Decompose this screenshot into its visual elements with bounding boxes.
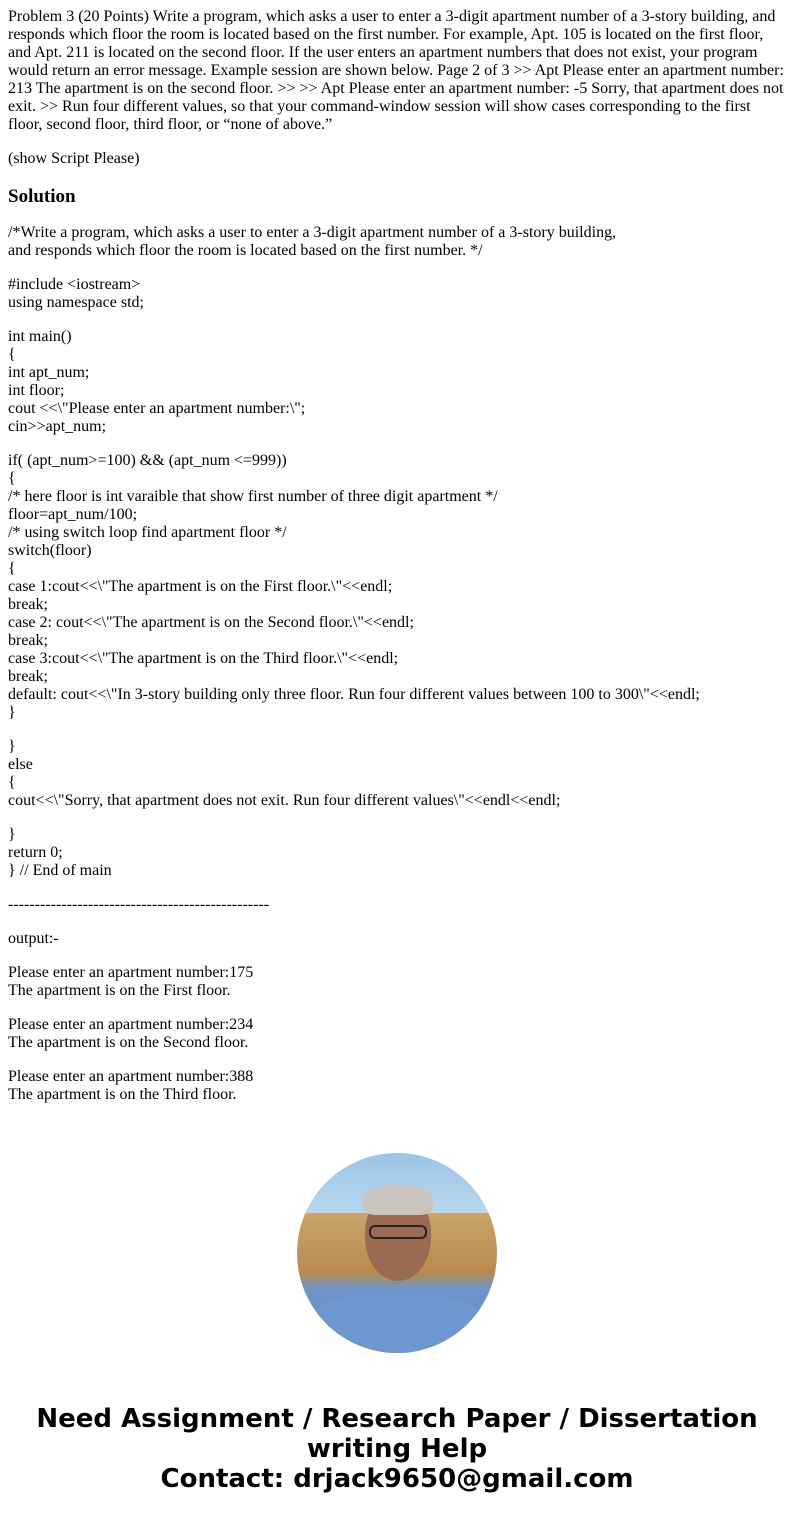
code-line: } (8, 704, 16, 721)
code-line: { (8, 346, 16, 363)
code-line: return 0; (8, 844, 63, 861)
code-paragraph (8, 1016, 786, 1052)
request-text: (show Script Please) (8, 150, 140, 167)
code-line: The apartment is on the First floor. (8, 982, 231, 999)
code-line: else (8, 756, 33, 773)
code-paragraph (8, 896, 786, 914)
code-line: int main() (8, 328, 72, 345)
code-line: and responds which floor the room is located based on the first number. */ (8, 242, 483, 259)
code-line: { (8, 560, 16, 577)
code-line: Please enter an apartment number:175 (8, 964, 254, 981)
code-paragraph (8, 224, 786, 260)
author-photo (297, 1153, 497, 1353)
code-line: Please enter an apartment number:234 (8, 1016, 254, 1033)
code-line: break; (8, 668, 48, 685)
code-line: Please enter an apartment number:388 (8, 1068, 254, 1085)
question-text: Problem 3 (20 Points) Write a program, which asks a user to enter a 3-digit apartment number of a 3-story building, and responds which floor the room is located based on the first number. For example, Apt. 105 is located on the first floor, and Apt. 211 is located on the second floor. If the user enters an apartment numbers that does not exist, your program would return an error message. Example session are shown below. Page 2 of 3 >> Apt Please enter an apartment number: 213 The apartment is on the second floor. >> >> Apt Please enter an apartment number: -5 Sorry, that apartment does not exit. >> Run four different values, so that your command-window session will show cases corresponding to the first floor, second floor, third floor, or “none of above.” (8, 8, 784, 133)
code-line: ------------------------------------------------- (8, 896, 270, 913)
code-line: case 1:cout<<\"The apartment is on the First floor.\"<<endl; (8, 578, 393, 595)
solution-code (8, 224, 786, 1104)
code-line: output:- (8, 930, 59, 947)
code-line: default: cout<<\"In 3-story building only three floor. Run four different values between 100 to 300\"<<endl; (8, 686, 700, 703)
code-paragraph (8, 738, 786, 810)
code-line: /*Write a program, which asks a user to enter a 3-digit apartment number of a 3-story building, (8, 224, 617, 241)
solution-heading: Solution (8, 186, 76, 207)
banner-line-1: Need Assignment / Research Paper / Dissertation (36, 1404, 758, 1434)
code-line: { (8, 774, 16, 791)
code-line: } (8, 826, 16, 843)
contact-banner (0, 1404, 794, 1494)
code-line: /* using switch loop find apartment floor */ (8, 524, 287, 541)
code-paragraph (8, 452, 786, 722)
code-paragraph (8, 930, 786, 948)
code-line: floor=apt_num/100; (8, 506, 138, 523)
code-line: The apartment is on the Second floor. (8, 1034, 249, 1051)
code-line: case 2: cout<<\"The apartment is on the Second floor.\"<<endl; (8, 614, 414, 631)
code-line: switch(floor) (8, 542, 92, 559)
code-line: cin>>apt_num; (8, 418, 107, 435)
code-line: cout<<\"Sorry, that apartment does not exit. Run four different values\"<<endl<<endl; (8, 792, 561, 809)
photo-shirt (307, 1293, 487, 1353)
code-line: int floor; (8, 382, 65, 399)
code-paragraph (8, 1068, 786, 1104)
code-line: } (8, 738, 16, 755)
code-line: } // End of main (8, 862, 112, 879)
code-line: cout <<\"Please enter an apartment number:\"; (8, 400, 306, 417)
code-line: #include <iostream> (8, 276, 141, 293)
photo-glasses (369, 1225, 427, 1239)
code-paragraph (8, 964, 786, 1000)
code-line: case 3:cout<<\"The apartment is on the Third floor.\"<<endl; (8, 650, 399, 667)
code-line: using namespace std; (8, 294, 144, 311)
banner-line-3: Contact: drjack9650@gmail.com (160, 1464, 634, 1494)
photo-hair (363, 1185, 433, 1215)
code-line: The apartment is on the Third floor. (8, 1086, 237, 1103)
code-paragraph (8, 276, 786, 312)
code-line: break; (8, 596, 48, 613)
code-line: { (8, 470, 16, 487)
code-line: if( (apt_num>=100) && (apt_num <=999)) (8, 452, 287, 469)
code-paragraph (8, 826, 786, 880)
code-line: break; (8, 632, 48, 649)
code-line: int apt_num; (8, 364, 90, 381)
code-line: /* here floor is int varaible that show first number of three digit apartment */ (8, 488, 498, 505)
banner-line-2: writing Help (306, 1434, 488, 1464)
code-paragraph (8, 328, 786, 436)
